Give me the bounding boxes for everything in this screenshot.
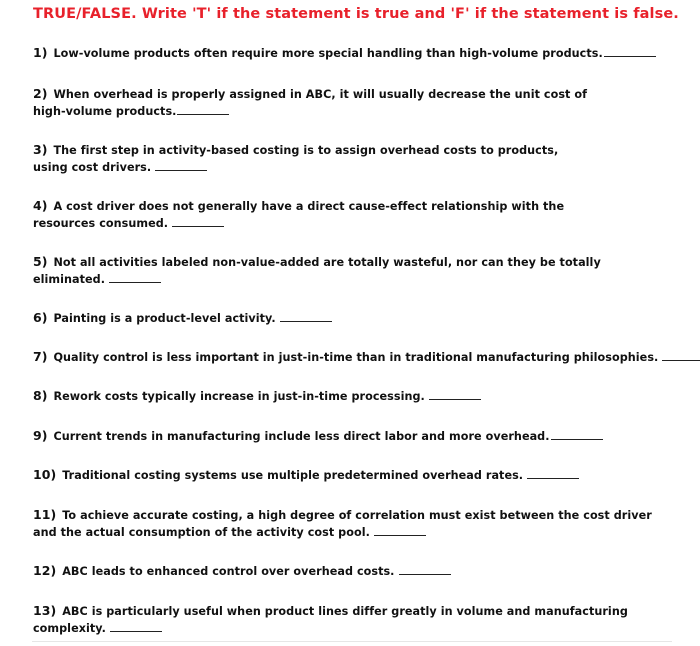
answer-blank[interactable]: [551, 428, 603, 440]
page-bottom-divider: [32, 641, 672, 642]
answer-blank[interactable]: [604, 45, 656, 57]
answer-blank[interactable]: [109, 271, 161, 283]
question-12: [33, 562, 451, 580]
question-number: 13): [33, 603, 57, 618]
question-text-continued: using cost drivers.: [33, 161, 152, 174]
answer-blank[interactable]: [280, 310, 332, 322]
question-number: 3): [33, 142, 48, 157]
question-text-continued: and the actual consumption of the activity cost pool.: [33, 526, 370, 539]
question-number: 6): [33, 310, 48, 325]
question-text: ABC is particularly useful when product lines differ greatly in volume and manufacturing: [62, 605, 628, 618]
question-text: Traditional costing systems use multiple predetermined overhead rates.: [62, 469, 524, 482]
answer-blank[interactable]: [429, 388, 481, 400]
question-number: 8): [33, 388, 48, 403]
question-text-continued: resources consumed.: [33, 217, 169, 230]
question-text-continued: high-volume products.: [33, 105, 177, 118]
question-11: [33, 506, 652, 541]
question-number: 1): [33, 45, 48, 60]
question-number: 7): [33, 349, 48, 364]
question-text-continued: eliminated.: [33, 273, 106, 286]
question-number: 12): [33, 563, 57, 578]
question-13: [33, 602, 628, 637]
question-text: Rework costs typically increase in just-in-time processing.: [53, 390, 425, 403]
question-2: [33, 85, 587, 120]
question-text: ABC leads to enhanced control over overhead costs.: [62, 565, 395, 578]
question-text: The first step in activity-based costing is to assign overhead costs to products,: [53, 144, 559, 157]
question-4: [33, 197, 564, 232]
question-number: 11): [33, 507, 57, 522]
question-text: Quality control is less important in just-in-time than in traditional manufacturing philosophies.: [53, 351, 659, 364]
question-number: 5): [33, 254, 48, 269]
question-text-continued: complexity.: [33, 622, 106, 635]
answer-blank[interactable]: [374, 524, 426, 536]
question-text: Current trends in manufacturing include less direct labor and more overhead.: [53, 430, 550, 443]
answer-blank[interactable]: [662, 349, 700, 361]
question-number: 4): [33, 198, 48, 213]
question-8: [33, 387, 481, 405]
question-6: [33, 309, 332, 327]
answer-blank[interactable]: [527, 467, 579, 479]
question-10: [33, 466, 579, 484]
instructions-title: TRUE/FALSE. Write 'T' if the statement is true and 'F' if the statement is false.: [33, 6, 679, 22]
question-text: When overhead is properly assigned in ABC, it will usually decrease the unit cost of: [53, 88, 588, 101]
answer-blank[interactable]: [155, 159, 207, 171]
question-number: 9): [33, 428, 48, 443]
answer-blank[interactable]: [172, 215, 224, 227]
question-7: [33, 348, 700, 366]
question-text: Not all activities labeled non-value-added are totally wasteful, nor can they be totally: [53, 256, 601, 269]
question-text: A cost driver does not generally have a direct cause-effect relationship with the: [53, 200, 565, 213]
question-text: To achieve accurate costing, a high degree of correlation must exist between the cost driver: [62, 509, 652, 522]
answer-blank[interactable]: [399, 563, 451, 575]
question-3: [33, 141, 558, 176]
question-number: 10): [33, 467, 57, 482]
question-text: Painting is a product-level activity.: [53, 312, 276, 325]
answer-blank[interactable]: [177, 103, 229, 115]
answer-blank[interactable]: [110, 620, 162, 632]
question-1: [33, 44, 656, 62]
question-number: 2): [33, 86, 48, 101]
question-5: [33, 253, 601, 288]
question-text: Low-volume products often require more special handling than high-volume products.: [53, 47, 603, 60]
question-9: [33, 427, 603, 445]
